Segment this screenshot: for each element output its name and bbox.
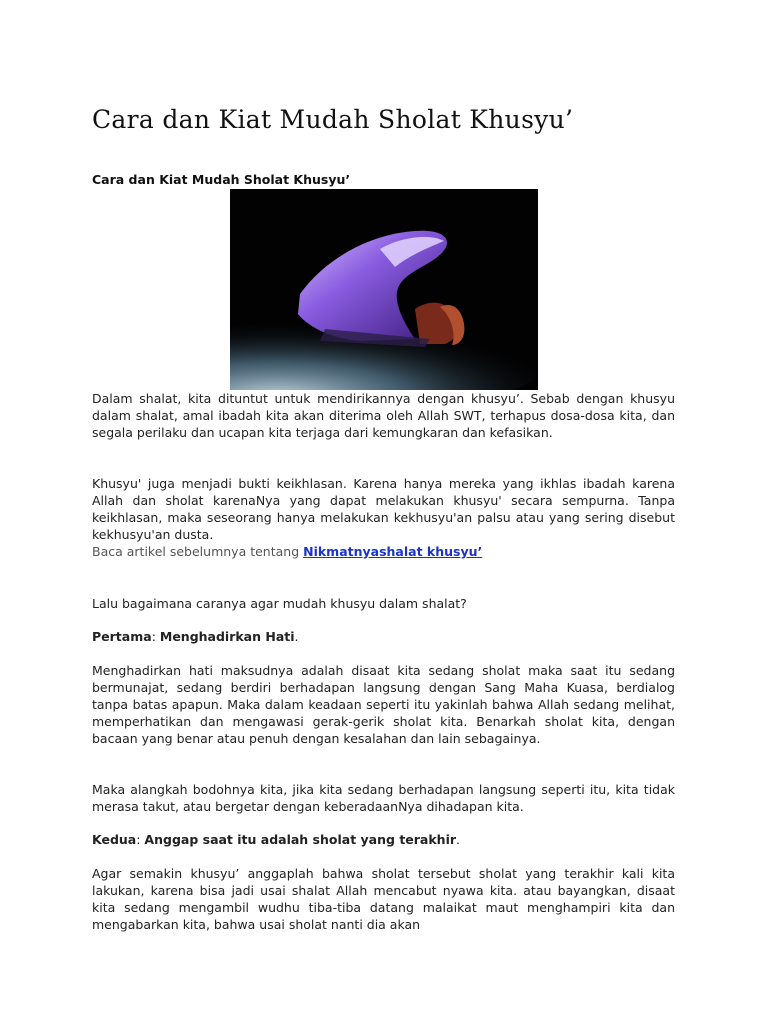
read-more-line — [92, 543, 482, 560]
heading-kedua — [92, 831, 675, 848]
read-more-prefix: Baca artikel sebelumnya tentang — [92, 544, 304, 559]
heading-kedua-sep: : — [136, 832, 145, 847]
heading-pertama-label: Pertama — [92, 629, 152, 644]
question-line: Lalu bagaimana caranya agar mudah khusyu dalam shalat? — [92, 596, 467, 611]
paragraph-intro: Dalam shalat, kita dituntut untuk mendirikannya dengan khusyu’. Sebab dengan khusyu dalam shalat, amal ibadah kita akan diterima oleh Allah SWT, terhapus dosa-dosa kita, dan segala perilaku dan ucapan kita terjaga dari kemungkaran dan kefasikan. — [92, 391, 675, 440]
paragraph-bodohnya: Maka alangkah bodohnya kita, jika kita sedang berhadapan langsung seperti itu, kita tidak merasa takut, atau bergetar dengan keberadaanNya dihadapan kita. — [92, 782, 675, 814]
heading-pertama — [92, 628, 675, 645]
paragraph-sholat-terakhir: Agar semakin khusyu’ anggaplah bahwa sholat tersebut sholat yang terakhir kali kita lakukan, karena bisa jadi usai shalat Allah mencabut nyawa kita. atau bayangkan, disaat kita sedang mengambil wudhu tiba-tiba datang malaikat maut menghampiri kita dan mengabarkan kita, bahwa usai sholat nanti dia akan — [92, 866, 675, 932]
heading-pertama-text: Menghadirkan Hati — [159, 629, 295, 644]
read-more-link[interactable]: Nikmatnyashalat khusyu’ — [303, 544, 483, 559]
prostration-photo — [230, 189, 538, 390]
article-title: Cara dan Kiat Mudah Sholat Khusyu’ — [92, 105, 574, 134]
heading-kedua-text: Anggap saat itu adalah sholat yang terakhir — [144, 832, 457, 847]
photo-illustration — [230, 189, 538, 390]
heading-kedua-end: . — [456, 832, 461, 847]
heading-pertama-end: . — [294, 629, 299, 644]
heading-pertama-sep: : — [151, 629, 160, 644]
heading-kedua-label: Kedua — [92, 832, 137, 847]
article-subtitle: Cara dan Kiat Mudah Sholat Khusyu’ — [92, 172, 351, 187]
paragraph-menghadirkan-hati: Menghadirkan hati maksudnya adalah disaat kita sedang sholat maka saat itu sedang bermunajat, sedang berdiri berhadapan langsung dengan Sang Maha Kuasa, berdialog tanpa batas apapun. Maka dalam keadaan seperti itu yakinlah bahwa Allah sedang melihat, memperhatikan dan mengawasi gerak-gerik sholat kita. Benarkah sholat kita, dengan bacaan yang benar atau penuh dengan kesalahan dan lain sebagainya. — [92, 663, 675, 746]
paragraph-keikhlasan: Khusyu' juga menjadi bukti keikhlasan. Karena hanya mereka yang ikhlas ibadah karena Allah dan sholat karenaNya yang dapat melakukan khusyu' secara sempurna. Tanpa keikhlasan, maka seseorang hanya melakukan kekhusyu'an palsu atau yang sering disebut kekhusyu'an dusta. — [92, 476, 675, 542]
